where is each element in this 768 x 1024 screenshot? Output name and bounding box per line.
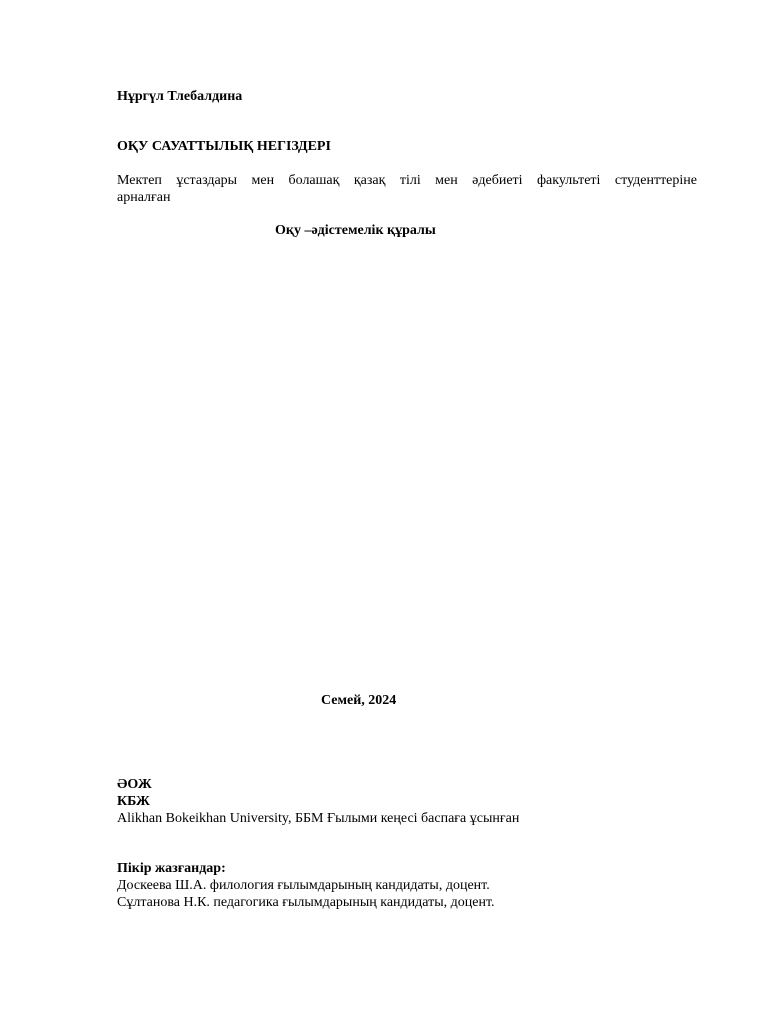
place-year: Семей, 2024 — [321, 693, 397, 708]
author-name: Нұргүл Тлебалдина — [117, 89, 243, 104]
approval-note: Alikhan Bokeikhan University, ББМ Ғылыми кеңесі баспаға ұсынған — [117, 811, 520, 826]
reviewer-item: Доскеева Ш.А. филология ғылымдарының кандидаты, доцент. — [117, 878, 490, 893]
document-type: Оқу –әдістемелік құралы — [275, 223, 436, 238]
audience-line-2: арналған — [117, 190, 171, 205]
reviewer-item: Сұлтанова Н.К. педагогика ғылымдарының кандидаты, доцент. — [117, 895, 495, 910]
reviewers-heading: Пікір жазғандар: — [117, 861, 226, 876]
udc-code: ӘОЖ — [117, 777, 152, 792]
lbc-code: КБЖ — [117, 794, 150, 809]
document-title: ОҚУ САУАТТЫЛЫҚ НЕГІЗДЕРІ — [117, 139, 331, 154]
audience-line-1: Мектеп ұстаздары мен болашақ қазақ тілі мен әдебиеті факультеті студенттеріне — [117, 173, 697, 188]
audience-paragraph — [117, 172, 697, 206]
